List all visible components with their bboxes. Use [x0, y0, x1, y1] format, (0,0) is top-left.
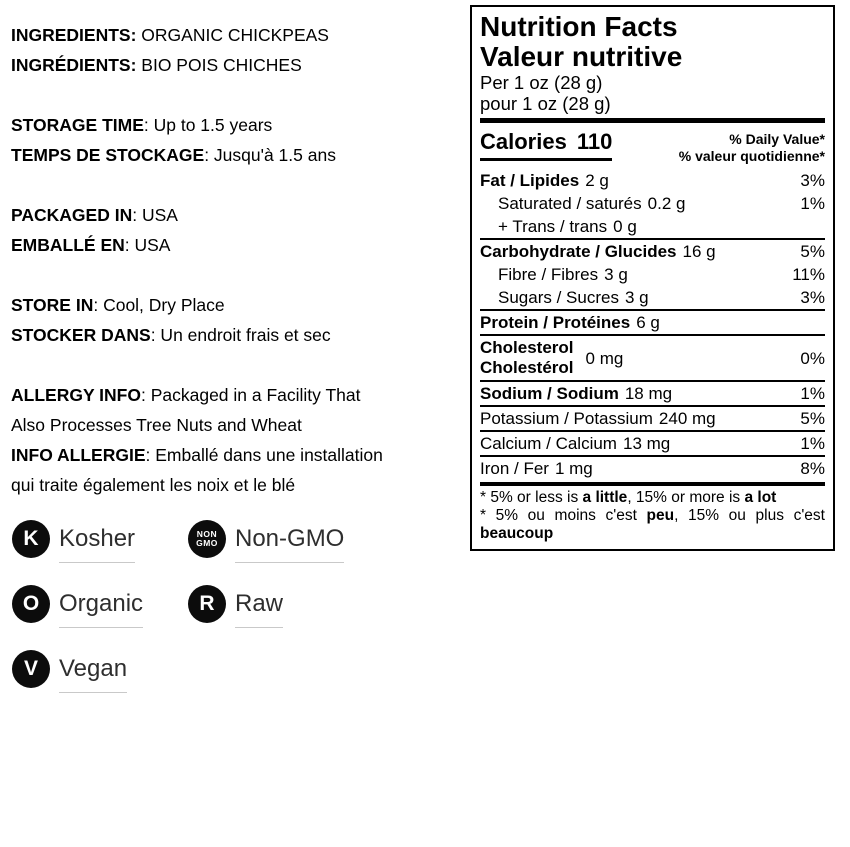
badge-label: Kosher — [59, 525, 135, 563]
raw-icon: R — [188, 585, 226, 623]
nutrient-row — [480, 192, 825, 215]
info-line: STORAGE TIME: Up to 1.5 years — [11, 115, 273, 135]
calories-label: Calories — [480, 129, 567, 154]
nutrient-amount: 0 mg — [585, 348, 624, 368]
nutrient-daily-value: 3% — [800, 171, 825, 190]
nutrient-amount: 3 g — [624, 288, 649, 307]
daily-value-header-en: % Daily Value* — [729, 131, 825, 147]
nutrient-daily-value: 5% — [800, 242, 825, 261]
info-label: STOCKER DANS — [11, 325, 151, 345]
nutrient-name: Cholesterol Cholestérol — [480, 338, 574, 377]
info-block — [11, 110, 473, 170]
info-line: Also Processes Tree Nuts and Wheat — [11, 415, 302, 435]
calories-value: 110 — [576, 129, 613, 154]
nutrient-daily-value: 1% — [800, 434, 825, 453]
info-label: INFO ALLERGIE — [11, 445, 146, 465]
nutrient-amount: 3 g — [604, 265, 628, 284]
serving-size-en: Per 1 oz (28 g) — [480, 72, 603, 93]
footnote-en: * 5% or less is a little, 15% or more is a lot — [480, 489, 777, 506]
nutrient-name: Calcium / Calcium — [480, 434, 617, 453]
badge-label: Non-GMO — [235, 525, 344, 563]
vegan-icon: V — [12, 650, 50, 688]
badge-raw — [188, 585, 344, 623]
nutrient-amount: 16 g — [682, 242, 716, 261]
nutrient-daily-value: 3% — [800, 288, 825, 307]
nutrient-rows — [480, 169, 825, 480]
nutrient-row — [480, 334, 825, 380]
nutrient-row — [480, 455, 825, 480]
calories-row — [480, 125, 825, 165]
nutrient-row — [480, 380, 825, 405]
nfp-title-fr: Valeur nutritive — [480, 41, 683, 72]
info-line: qui traite également les noix et le blé — [11, 475, 296, 495]
nutrient-row — [480, 405, 825, 430]
nutrient-row — [480, 263, 825, 286]
info-block — [11, 20, 473, 80]
nutrient-name: Sodium / Sodium — [480, 384, 619, 403]
nutrient-name: Fibre / Fibres — [498, 265, 599, 284]
nutrient-daily-value: 11% — [792, 265, 825, 284]
info-label: INGRÉDIENTS: — [11, 55, 137, 75]
badge-non-gmo — [188, 520, 344, 558]
nutrient-amount: 13 mg — [622, 434, 671, 453]
serving-size-fr: pour 1 oz (28 g) — [480, 93, 611, 114]
badge-label: Organic — [59, 590, 143, 628]
info-label: INGREDIENTS: — [11, 25, 137, 45]
nutrient-name: Sugars / Sucres — [498, 288, 619, 307]
nutrient-amount: 0 g — [613, 217, 637, 236]
nutrient-amount: 2 g — [585, 171, 609, 190]
nutrient-name: Iron / Fer — [480, 459, 549, 478]
nutrient-daily-value: 1% — [800, 384, 825, 403]
info-line: STORE IN: Cool, Dry Place — [11, 295, 225, 315]
nutrient-row — [480, 430, 825, 455]
nutrient-row — [480, 238, 825, 263]
nutrient-amount: 6 g — [636, 313, 660, 332]
nutrient-daily-value: 0% — [800, 348, 825, 368]
nutrient-row — [480, 169, 825, 192]
info-line: STOCKER DANS: Un endroit frais et sec — [11, 325, 331, 345]
calories — [480, 129, 612, 161]
info-block — [11, 380, 473, 500]
nutrient-daily-value: 8% — [800, 459, 825, 478]
organic-icon: O — [12, 585, 50, 623]
info-label: EMBALLÉ EN — [11, 235, 125, 255]
nutrient-name: Saturated / saturés — [498, 194, 642, 213]
info-line: INGREDIENTS: ORGANIC CHICKPEAS — [11, 25, 329, 45]
nutrient-name: Protein / Protéines — [480, 313, 631, 332]
daily-value-header-fr: % valeur quotidienne* — [678, 148, 825, 164]
info-label: PACKAGED IN — [11, 205, 133, 225]
non-gmo-icon: NON GMO — [188, 520, 226, 558]
nutrient-name: Potassium / Potassium — [480, 409, 653, 428]
nutrient-name: Fat / Lipides — [480, 171, 580, 190]
info-label: TEMPS DE STOCKAGE — [11, 145, 205, 165]
nutrition-facts-panel — [470, 5, 835, 551]
nutrient-amount: 0.2 g — [647, 194, 686, 213]
divider-thick-bottom — [480, 482, 825, 486]
nutrient-row — [480, 286, 825, 309]
daily-value-header — [679, 129, 825, 165]
info-line: EMBALLÉ EN: USA — [11, 235, 171, 255]
nfp-title-en: Nutrition Facts — [480, 11, 678, 42]
kosher-icon: K — [12, 520, 50, 558]
certification-badges — [12, 520, 344, 715]
nutrient-amount: 240 mg — [658, 409, 716, 428]
info-block — [11, 200, 473, 260]
badge-vegan — [12, 650, 188, 688]
info-line: PACKAGED IN: USA — [11, 205, 178, 225]
info-line: TEMPS DE STOCKAGE: Jusqu'à 1.5 ans — [11, 145, 336, 165]
nutrient-amount: 18 mg — [624, 384, 673, 403]
footnote-fr: * 5% ou moins c'est peu, 15% ou plus c'est beaucoup — [480, 507, 825, 542]
divider-thick-top — [480, 118, 825, 123]
info-label: ALLERGY INFO — [11, 385, 141, 405]
nutrient-name: Carbohydrate / Glucides — [480, 242, 677, 261]
badge-organic — [12, 585, 188, 623]
nutrient-row — [480, 309, 825, 334]
info-block — [11, 290, 473, 350]
info-line: INGRÉDIENTS: BIO POIS CHICHES — [11, 55, 302, 75]
info-line: INFO ALLERGIE: Emballé dans une installation — [11, 445, 383, 465]
nutrient-name: + Trans / trans — [498, 217, 608, 236]
badge-kosher — [12, 520, 188, 558]
info-label: STORAGE TIME — [11, 115, 144, 135]
nutrient-row — [480, 215, 825, 238]
badge-label: Vegan — [59, 655, 127, 693]
info-line: ALLERGY INFO: Packaged in a Facility That — [11, 385, 361, 405]
nutrient-amount: 1 mg — [554, 459, 593, 478]
nutrient-daily-value: 5% — [800, 409, 825, 428]
info-label: STORE IN — [11, 295, 94, 315]
badge-label: Raw — [235, 590, 283, 628]
nutrient-daily-value: 1% — [800, 194, 825, 213]
product-info — [11, 20, 473, 530]
